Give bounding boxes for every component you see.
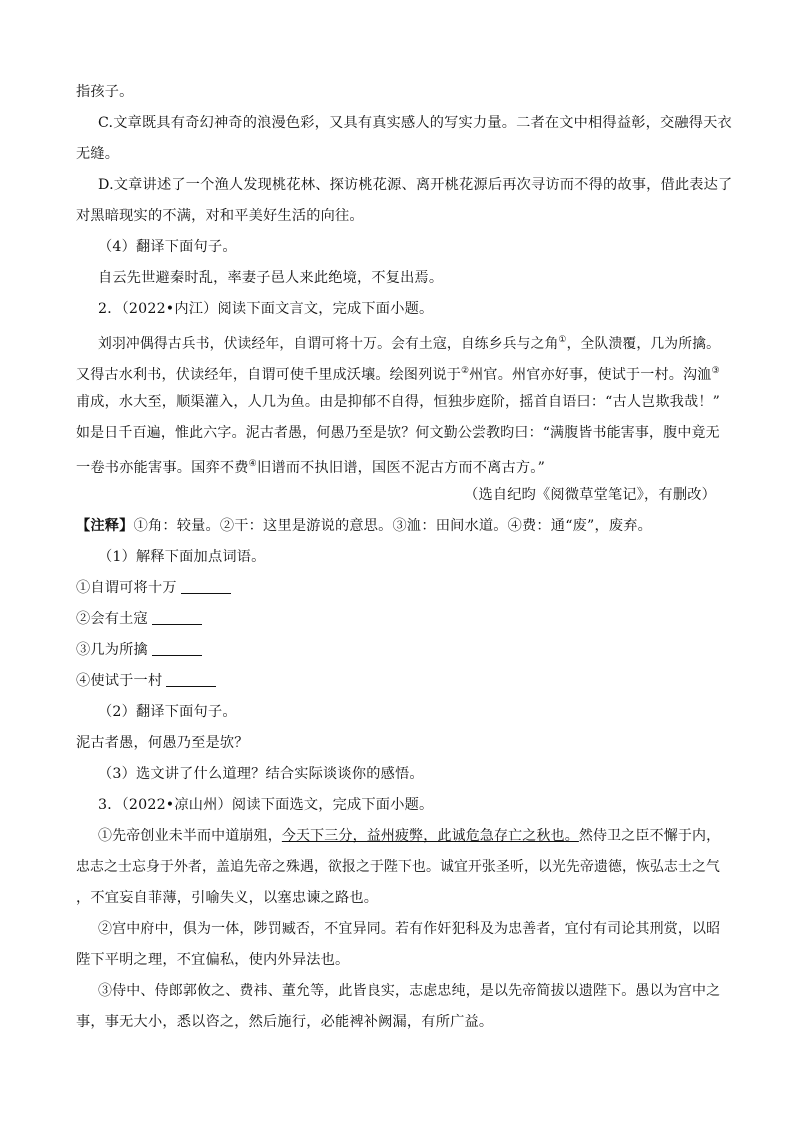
question-4: （4）翻译下面句子。 [98,239,237,255]
option-d-line: D.文章讲述了一个渔人发现桃花林、探访桃花源、离开桃花源后再次寻访而不得的故事，借此表达了 [98,177,733,193]
answer-blank[interactable] [152,642,202,656]
passage-3-line-2: 忠志之士忘身于外者，盖追先帝之殊遇，欲报之于陛下也。诚宜开张圣听，以光先帝遗德，恢弘志士之气 [76,859,720,875]
passage-2-line-2: 又得古水利书，伏读经年，自谓可使千里成沃壤。绘图列说于②州官。州官亦好事，使试于一村。沟洫③ [76,366,720,383]
passage-2-line-1: 刘羽冲偶得古兵书，伏读经年，自谓可将十万。会有土寇，自练乡兵与之角①，全队溃覆，几为所擒。 [98,335,721,352]
question-4-sentence: 自云先世避秦时乱，率妻子邑人来此绝境，不复出焉。 [98,270,444,286]
answer-blank[interactable] [152,611,202,625]
footnote-mark: ③ [711,366,720,376]
passage-3-line-7: 事，事无大小，悉以咨之，然后施行，必能裨补阙漏，有所广益。 [76,1014,494,1030]
passage-3-line-3: ，不宜妄自菲薄，引喻失义，以塞忠谏之路也。 [76,890,379,906]
word-item-2: ②会有土寇 [76,609,202,629]
source-citation: （选自纪昀《阅微草堂笔记》，有删改） [464,487,716,503]
answer-blank[interactable] [181,580,231,594]
passage-2-heading: 2．（2022•内江）阅读下面文言文，完成下面小题。 [98,301,434,317]
word-item-3: ③几为所擒 [76,640,202,660]
question-2: （2）翻译下面句子。 [98,704,237,720]
underlined-sentence: 今天下三分，益州疲弊，此诚危急存亡之秋也。 [281,828,579,844]
passage-3-line-1: ①先帝创业未半而中道崩殂，今天下三分，益州疲弊，此诚危急存亡之秋也。然侍卫之臣不懈于内， [98,828,721,844]
footnote-mark: ① [558,335,567,345]
question-3: （3）选文讲了什么道理？结合实际谈谈你的感悟。 [98,766,424,782]
passage-2-line-5: 一卷书亦能害事。国弈不费④旧谱而不执旧谱，国医不泥古方而不离古方。” [76,459,546,476]
footnote-mark: ② [460,366,470,376]
option-c-line-2: 无缝。 [76,146,120,162]
passage-3-line-5: 陛下平明之理，不宜偏私，使内外异法也。 [76,952,350,968]
passage-3-line-6: ③侍中、侍郎郭攸之、费祎、董允等，此皆良实，志虑忠纯，是以先帝简拔以遗陛下。愚以为宫中之 [98,983,721,999]
question-1: （1）解释下面加点词语。 [98,549,266,565]
passage-2-line-4: 如是日千百遍，惟此六字。泥古者愚，何愚乃至是欤？何文勤公尝教昀曰：“满腹皆书能害事，腹中竟无 [76,425,720,441]
question-2-sentence: 泥古者愚，何愚乃至是欤？ [76,735,249,751]
passage-3-heading: 3．（2022•凉山州）阅读下面选文，完成下面小题。 [98,797,434,813]
annotation-line: 【注释】①角：较量。②干：这里是游说的意思。③洫：田间水道。④费：通“废”，废弃。 [76,518,653,534]
passage-3-line-4: ②宫中府中，俱为一体，陟罚臧否，不宜异同。若有作奸犯科及为忠善者，宜付有司论其刑赏，以昭 [98,921,721,937]
answer-blank[interactable] [166,673,216,687]
option-d-line-2: 对黑暗现实的不满，对和平美好生活的向往。 [76,208,364,224]
text-line: 指孩子。 [76,84,134,100]
word-item-4: ④使试于一村 [76,671,216,691]
option-c-line: C.文章既具有奇幻神奇的浪漫色彩，又具有真实感人的写实力量。二者在文中相得益彰，交融得天衣 [98,115,732,131]
annotation-label: 【注释】 [76,518,134,534]
passage-2-line-3: 甫成，水大至，顺渠灌入，人几为鱼。由是抑郁不自得，恒独步庭阶，摇首自语曰：“古人岂欺我哉！” [76,394,721,410]
footnote-mark: ④ [248,459,257,469]
word-item-1: ①自谓可将十万 [76,578,231,598]
